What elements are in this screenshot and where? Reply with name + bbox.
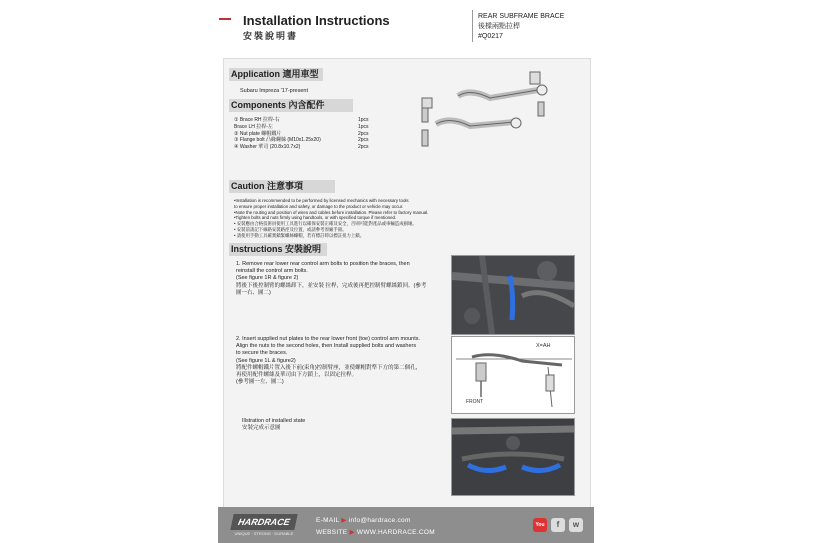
wechat-icon[interactable]: w xyxy=(569,518,583,532)
components-list xyxy=(234,117,369,151)
caution-line: • 安裝應由合格技術員使用工具進行以確保安裝正確及安全，否則可能對產品或車輛造成損壞。 xyxy=(234,221,417,227)
caution-line: • 安裝前請記下線路安裝路徑及位置，或請參考原廠手冊。 xyxy=(234,226,347,232)
page-title: Installation Instructions xyxy=(243,13,390,28)
component-row: ② Nut plate 螺帽鐵片 2pcs xyxy=(234,130,369,137)
part-number: #Q0217 xyxy=(478,33,503,40)
caution-line: to ensure proper installation and safety, or damage to the product or vehicle may occur. xyxy=(234,203,404,209)
caution-line: •Installation is recommended to be performed by licensed mechanics with necessary tools xyxy=(234,198,409,203)
instructions-heading: Instructions 安裝說明 xyxy=(229,243,327,256)
product-info xyxy=(478,12,564,42)
figure-2-diagram xyxy=(451,336,575,414)
product-name-en: REAR SUBFRAME BRACE xyxy=(478,13,565,20)
component-row: ③ Flange bolt 凸緣螺絲 (M10x1.25x20) 2pcs xyxy=(234,137,369,144)
component-row: Brace LH 拉桿-左 1pcs xyxy=(234,123,369,130)
figure-3-photo xyxy=(451,418,575,496)
figure-1-photo xyxy=(451,255,575,335)
facebook-icon[interactable]: f xyxy=(551,518,565,532)
component-row: ④ Washer 華司 (20.8x10.7x2) 2pcs xyxy=(234,144,369,151)
brand-logo: HARDRACE xyxy=(230,514,297,530)
header-accent-mark xyxy=(219,18,231,20)
caution-line: •Note the routing and position of wires and cables before installation. Please refer to factory manual. xyxy=(234,209,429,215)
figure-label-front: FRONT xyxy=(466,399,484,405)
step-2: 2. Insert supplied nut plates to the rear lower front (toe) control arm mounts. Align the nuts to the second holes, then Install supplied bolts and washers to secure the braces. (See figure 1L & figure2) 將配件螺帽鐵片置入後下前(束角)控制臂座，並使螺帽對準下方的第二個孔， 再使用配件螺絲及華司由下方鎖上，以固定拉桿。 (參考圖一左、圖二) xyxy=(236,336,422,386)
application-heading: Application 適用車型 xyxy=(229,68,323,81)
step-1: 1. Remove rear lower rear control arm bolts to position the braces, then reinstall the control arm bolts. (See figure 1R & figure 2) 將後下後控制臂的螺絲卸下，並安裝 拉桿，完成後再把控制臂螺絲鎖回。(參考 圖一右、圖二) xyxy=(236,261,427,296)
product-name-zh: 後樑兩點拉桿 xyxy=(478,23,520,30)
caution-heading: Caution 注意事項 xyxy=(229,180,335,193)
page-subtitle: 安裝說明書 xyxy=(243,31,299,41)
application-vehicle: Subaru Impreza '17-present xyxy=(240,88,309,94)
footer-website[interactable]: WEBSITE ▶ WWW.HARDRACE.COM xyxy=(316,529,435,536)
footer-email[interactable]: E-MAIL ▶ info@hardrace.com xyxy=(316,517,411,524)
header-divider xyxy=(472,10,473,42)
caution-list xyxy=(234,198,428,239)
caution-line: • 請使用手動工具確實鎖緊螺絲螺帽，若有標註時以標註扭力上鎖。 xyxy=(234,232,365,238)
caution-line: •Tighten bolts and nuts firmly using handtools, or with specified torque if mentioned. xyxy=(234,215,397,221)
figure-label-xleft: X=AH xyxy=(536,343,551,349)
brace-illustration xyxy=(410,66,560,158)
component-row: ① Brace RH 拉桿-右 1pcs xyxy=(234,117,369,123)
youtube-icon[interactable]: You xyxy=(533,518,547,532)
illustration-caption: Illstration of installed state 安裝完成示意圖 xyxy=(242,418,306,432)
components-heading: Components 內含配件 xyxy=(229,99,353,112)
brand-tagline: UNIQUE · STRONG · DURABLE xyxy=(234,531,294,536)
